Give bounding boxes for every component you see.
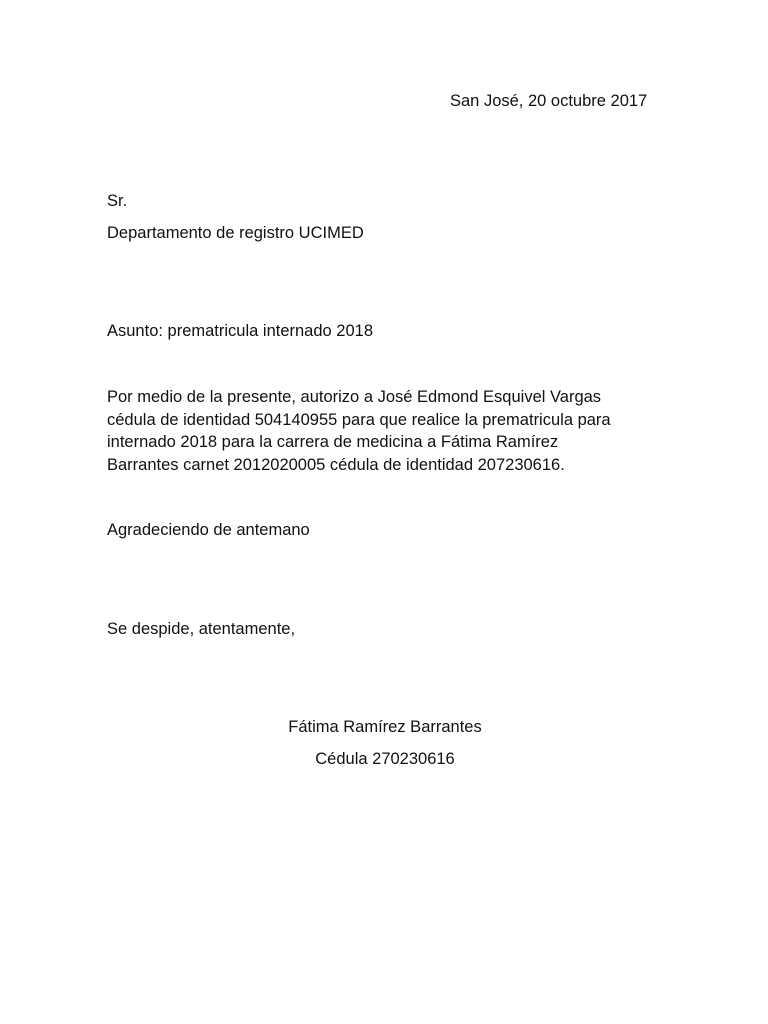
body-line: internado 2018 para la carrera de medicina a Fátima Ramírez xyxy=(107,433,559,451)
thanks-line: Agradeciendo de antemano xyxy=(107,521,310,539)
letter-date: San José, 20 octubre 2017 xyxy=(450,92,648,110)
body-line: Barrantes carnet 2012020005 cédula de identidad 207230616. xyxy=(107,455,565,474)
body-line: Por medio de la presente, autorizo a José Edmond Esquivel Vargas xyxy=(107,388,602,406)
signature-name: Fátima Ramírez Barrantes xyxy=(288,718,482,736)
salutation: Sr. xyxy=(107,192,128,210)
subject-line: Asunto: prematricula internado 2018 xyxy=(107,322,373,340)
body-paragraph xyxy=(107,386,667,476)
signature-id: Cédula 270230616 xyxy=(315,750,455,768)
body-line: cédula de identidad 504140955 para que realice la prematricula para xyxy=(107,410,611,429)
recipient: Departamento de registro UCIMED xyxy=(107,224,364,242)
closing-line: Se despide, atentamente, xyxy=(107,620,296,638)
